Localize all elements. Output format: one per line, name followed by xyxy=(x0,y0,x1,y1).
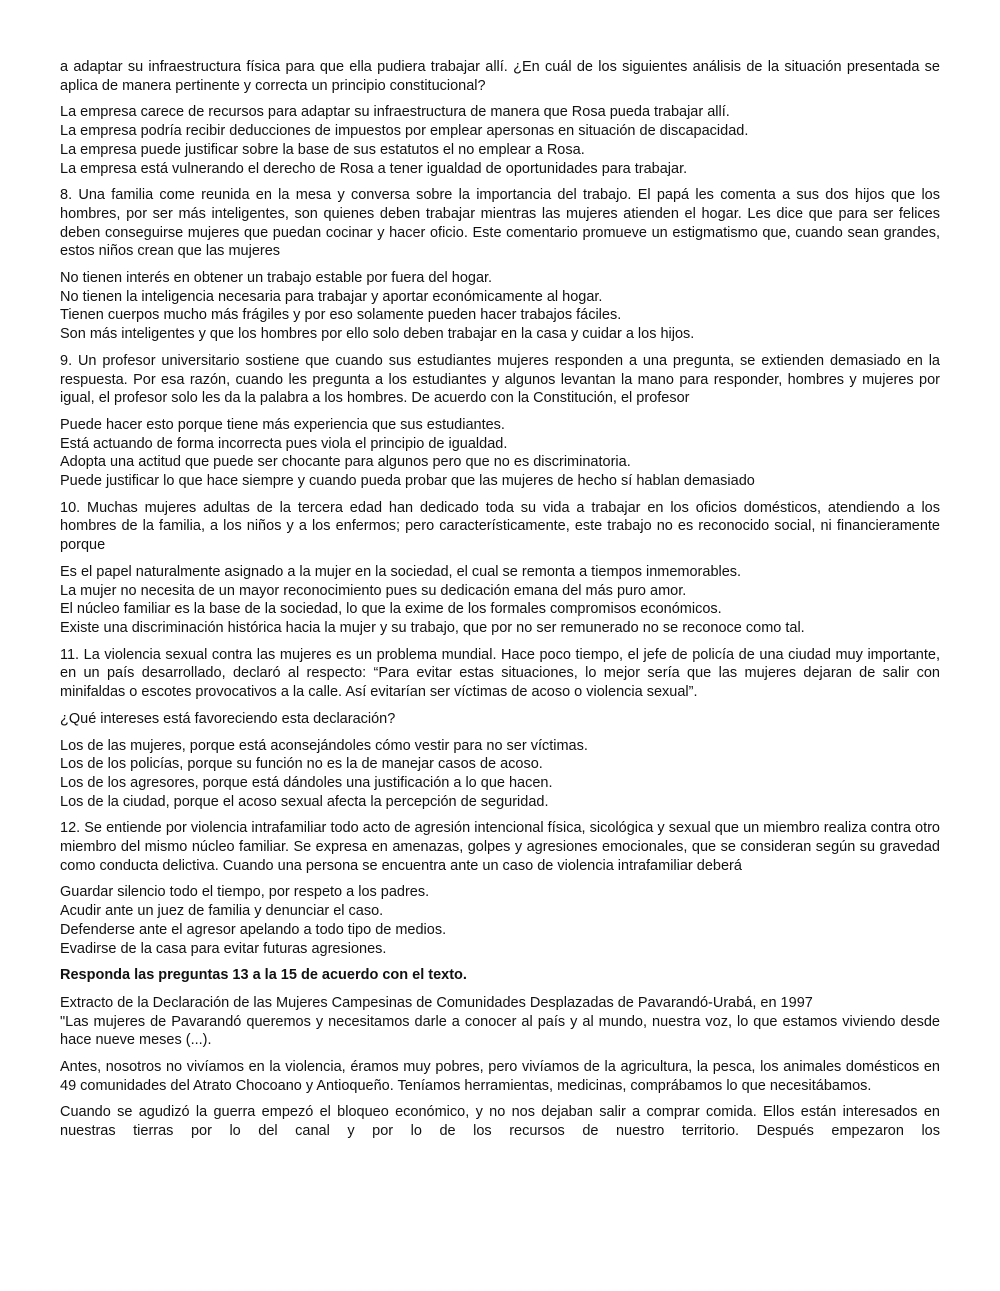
question-8-options xyxy=(60,269,940,344)
document-page xyxy=(60,58,940,1149)
question-9-option-2: Está actuando de forma incorrecta pues viola el principio de igualdad. xyxy=(60,435,508,452)
question-12-options xyxy=(60,883,940,958)
question-10-option-1: Es el papel naturalmente asignado a la mujer en la sociedad, el cual se remonta a tiempos inmemorables. xyxy=(60,563,742,580)
question-11-options xyxy=(60,737,940,812)
question-11-sub-question: ¿Qué intereses está favoreciendo esta declaración? xyxy=(60,710,396,727)
question-11-option-4: Los de la ciudad, porque el acoso sexual afecta la percepción de seguridad. xyxy=(60,793,549,810)
section-heading: Responda las preguntas 13 a la 15 de acuerdo con el texto. xyxy=(60,967,467,984)
question-9-option-1: Puede hacer esto porque tiene más experiencia que sus estudiantes. xyxy=(60,416,505,433)
question-7-option-1: La empresa carece de recursos para adaptar su infraestructura de manera que Rosa pueda trabajar allí. xyxy=(60,104,730,121)
question-10-option-4: Existe una discriminación histórica hacia la mujer y su trabajo, que por no ser remunerado no se reconoce como tal. xyxy=(60,619,805,636)
question-8-option-3: Tienen cuerpos mucho más frágiles y por eso solamente pueden hacer trabajos fáciles. xyxy=(60,307,622,324)
question-7-stem: a adaptar su infraestructura física para que ella pudiera trabajar allí. ¿En cuál de los siguientes análisis de la situación presentada se aplica de manera pertinente y correcta un principio constitucional? xyxy=(60,59,940,94)
question-10-stem: 10. Muchas mujeres adultas de la tercera edad han dedicado toda su vida a trabajar en los oficios domésticos, atendiendo a los hombres de la familia, a los niños y a los enfermos; pero característicamente, este trabajo no es reconocido social, ni financieramente porque xyxy=(60,499,940,554)
question-10-options xyxy=(60,563,940,638)
question-7-option-4: La empresa está vulnerando el derecho de Rosa a tener igualdad de oportunidades para trabajar. xyxy=(60,160,688,177)
extract-quote-opening: "Las mujeres de Pavarandó queremos y necesitamos darle a conocer al país y al mundo, nuestra voz, lo que estamos viviendo desde hace nueve meses (...). xyxy=(60,1013,940,1049)
question-11-stem: 11. La violencia sexual contra las mujeres es un problema mundial. Hace poco tiempo, el jefe de policía de una ciudad muy importante, en un país desarrollado, declaró al respecto: “Para evitar estas situaciones, lo mejor sería que las mujeres dejaran de salir con minifaldas o escotes provocativos a la calle. Así evitarían ser víctimas de acoso o violencia sexual”. xyxy=(60,646,940,701)
question-9-stem: 9. Un profesor universitario sostiene que cuando sus estudiantes mujeres responden a una pregunta, se extienden demasiado en la respuesta. Por esa razón, cuando les pregunta a los estudiantes y algunos levantan la mano para responder, hombres y mujeres por igual, el profesor solo les da la palabra a los hombres. De acuerdo con la Constitución, el profesor xyxy=(60,352,940,407)
question-7-option-3: La empresa puede justificar sobre la base de sus estatutos el no emplear a Rosa. xyxy=(60,141,585,158)
question-11-option-1: Los de las mujeres, porque está aconsejándoles cómo vestir para no ser víctimas. xyxy=(60,737,588,754)
question-12-option-4: Evadirse de la casa para evitar futuras agresiones. xyxy=(60,940,387,957)
question-9-option-4: Puede justificar lo que hace siempre y cuando pueda probar que las mujeres de hecho sí hablan demasiado xyxy=(60,473,755,490)
question-10-option-2: La mujer no necesita de un mayor reconocimiento pues su dedicación emana del más puro amor. xyxy=(60,582,687,599)
extract-paragraph-1: Antes, nosotros no vivíamos en la violencia, éramos muy pobres, pero vivíamos de la agricultura, la pesca, los animales domésticos en 49 comunidades del Atrato Chocoano y Antioqueño. Teníamos herramientas, medicinas, comprábamos lo que necesitábamos. xyxy=(60,1059,940,1094)
question-12-stem: 12. Se entiende por violencia intrafamiliar todo acto de agresión intencional física, sicológica y sexual que un miembro realiza contra otro miembro del mismo núcleo familiar. Se expresa en amenazas, golpes y agresiones emocionales, que se consideran según su gravedad como conducta delictiva. Cuando una persona se encuentra ante un caso de violencia intrafamiliar deberá xyxy=(60,820,940,874)
question-8-option-1: No tienen interés en obtener un trabajo estable por fuera del hogar. xyxy=(60,270,493,287)
question-10-option-3: El núcleo familiar es la base de la sociedad, lo que la exime de los formales compromisos económicos. xyxy=(60,601,722,618)
question-8-option-4: Son más inteligentes y que los hombres por ello solo deben trabajar en la casa y cuidar a los hijos. xyxy=(60,326,695,343)
question-7-option-2: La empresa podría recibir deducciones de impuestos por emplear apersonas en situación de discapacidad. xyxy=(60,123,749,140)
question-8-stem: 8. Una familia come reunida en la mesa y conversa sobre la importancia del trabajo. El papá les comenta a sus dos hijos que los hombres, por ser más inteligentes, son quienes deben trabajar mientras las mujeres atienden el hogar. Les dice que para ser felices deben conseguirse mujeres que puedan cocinar y hacer oficio. Este comentario promueve un estigmatismo que, cuando sean grandes, estos niños crean que las mujeres xyxy=(60,187,940,260)
question-11-option-3: Los de los agresores, porque está dándoles una justificación a lo que hacen. xyxy=(60,774,553,791)
extract-intro xyxy=(60,994,940,1050)
question-7-options xyxy=(60,103,940,178)
extract-paragraph-2: Cuando se agudizó la guerra empezó el bloqueo económico, y no nos dejaban salir a comprar comida. Ellos están interesados en nuestras tierras por lo del canal y por lo de los recursos de nuestro territorio. Después empezaron los xyxy=(60,1104,940,1140)
question-9-option-3: Adopta una actitud que puede ser chocante para algunos pero que no es discriminatoria. xyxy=(60,454,631,471)
extract-title: Extracto de la Declaración de las Mujeres Campesinas de Comunidades Desplazadas de Pavarandó-Urabá, en 1997 xyxy=(60,994,813,1011)
question-11-option-2: Los de los policías, porque su función no es la de manejar casos de acoso. xyxy=(60,756,543,773)
question-8-option-2: No tienen la inteligencia necesaria para trabajar y aportar económicamente al hogar. xyxy=(60,288,603,305)
question-12-option-1: Guardar silencio todo el tiempo, por respeto a los padres. xyxy=(60,884,430,901)
question-12-option-3: Defenderse ante el agresor apelando a todo tipo de medios. xyxy=(60,921,447,938)
question-9-options xyxy=(60,416,940,491)
question-12-option-2: Acudir ante un juez de familia y denunciar el caso. xyxy=(60,903,384,920)
